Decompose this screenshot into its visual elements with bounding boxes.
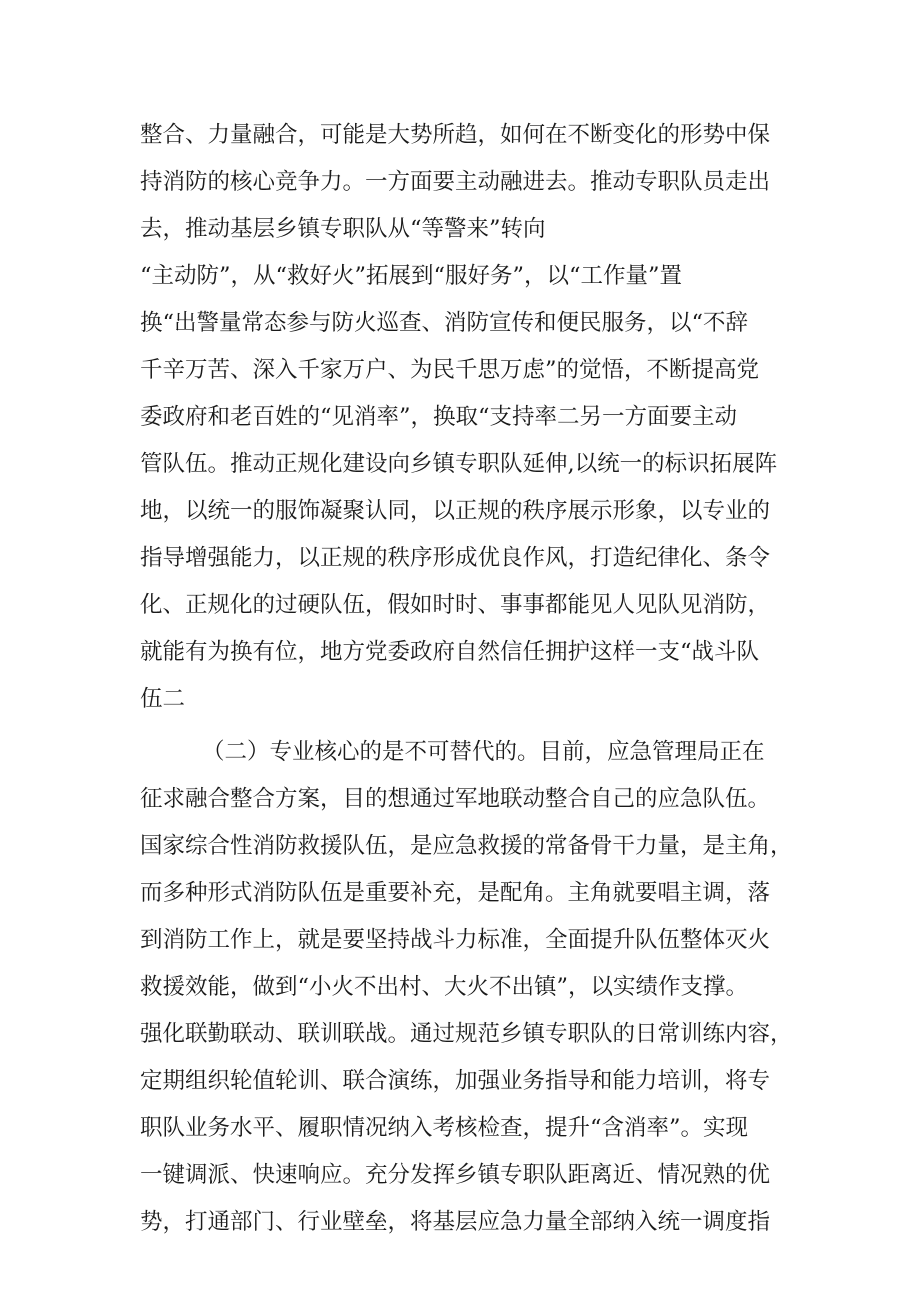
paragraph-1-line-4: “主动防”，从“救好火”拓展到“服好务”，以“工作量”置 [140,263,683,289]
paragraph-1-line-6: 千辛万苦、深入千家万户、为民千思万虑”的觉悟，不断提高党 [140,357,760,383]
paragraph-2-line-4: 而多种形式消防队伍是重要补充，是配角。主角就要唱主调，落 [140,880,771,906]
paragraph-2-line-7: 强化联勤联动、联训联战。通过规范乡镇专职队的日常训练内容， [140,1021,793,1047]
paragraph-1-line-9: 地，以统一的服饰凝聚认同，以正规的秩序展示形象，以专业的 [140,498,771,524]
paragraph-1-line-5: 换“出警量常态参与防火巡查、消防宣传和便民服务，以“不辞 [140,310,749,336]
paragraph-2-line-8: 定期组织轮值轮训、联合演练，加强业务指导和能力培训，将专 [140,1068,771,1094]
paragraph-2-line-3: 国家综合性消防救援队伍，是应急救援的常备骨干力量，是主角， [140,833,793,859]
paragraph-2-line-10: 一键调派、快速响应。充分发挥乡镇专职队距离近、情况熟的优 [140,1162,771,1188]
paragraph-1-line-12: 就能有为换有位，地方党委政府自然信任拥护这样一支“战斗队 [140,639,760,665]
paragraph-2-line-9: 职队业务水平、履职情况纳入考核检查，提升“含消率”。实现 [140,1115,749,1141]
paragraph-1-line-13: 伍二 [140,686,186,712]
paragraph-2-line-1: （二）专业核心的是不可替代的。目前，应急管理局正在 [202,739,765,765]
paragraph-2-line-11: 势，打通部门、行业壁垒，将基层应急力量全部纳入统一调度指 [140,1209,771,1235]
paragraph-1-line-11: 化、正规化的过硬队伍，假如时时、事事都能见人见队见消防， [140,592,771,618]
document-body [140,112,800,1246]
paragraph-1-line-1: 整合、力量融合，可能是大势所趋，如何在不断变化的形势中保 [140,122,771,148]
paragraph-1-line-8: 管队伍。推动正规化建设向乡镇专职队延伸,以统一的标识拓展阵 [140,451,778,477]
paragraph-1-line-10: 指导增强能力，以正规的秩序形成优良作风，打造纪律化、条令 [140,545,771,571]
paragraph-2-line-6: 救援效能，做到“小火不出村、大火不出镇”，以实绩作支撑。 [140,974,749,1000]
paragraph-2-line-5: 到消防工作上，就是要坚持战斗力标准，全面提升队伍整体灭火 [140,927,771,953]
paragraph-1-line-2: 持消防的核心竞争力。一方面要主动融进去。推动专职队员走出 [140,169,771,195]
paragraph-1-line-3: 去，推动基层乡镇专职队从“等警来”转向 [140,216,546,242]
paragraph-1-line-7: 委政府和老百姓的“见消率”，换取“支持率二另一方面要主动 [140,404,738,430]
paragraph-2-line-2: 征求融合整合方案，目的想通过军地联动整合自己的应急队伍。 [140,786,771,812]
